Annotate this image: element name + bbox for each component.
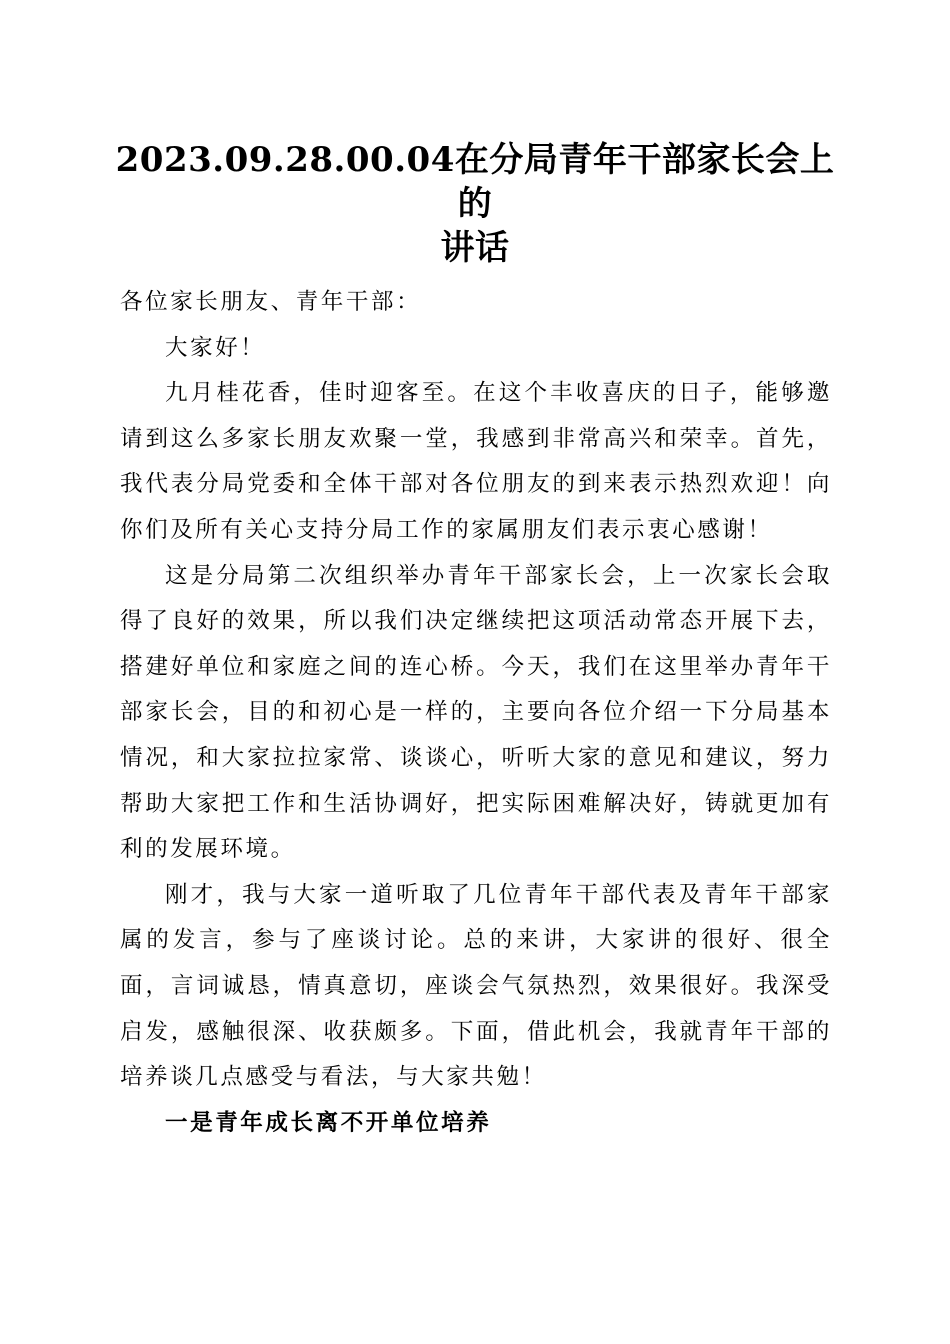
salutation: 各位家长朋友、青年干部： xyxy=(120,289,422,315)
section-heading: 一是青年成长离不开单位培养 xyxy=(165,1109,492,1136)
greeting: 大家好！ xyxy=(165,334,266,361)
title-line-2: 讲话 xyxy=(440,228,510,268)
paragraph-reflection: 刚才，我与大家一道听取了几位青年干部代表及青年干部家属的发言，参与了座谈讨论。总的来讲，大家讲的很好、很全面，言词诚恳，情真意切，座谈会气氛热烈，效果很好。我深受启发，感触很深、收获颇多。下面，借此机会，我就青年干部的培养谈几点感受与看法，与大家共勉！ xyxy=(120,881,832,1091)
title-line-1: 2023.09.28.00.04在分局青年干部家长会上的 xyxy=(115,140,835,224)
document-body xyxy=(120,280,832,1146)
page-title xyxy=(110,138,840,270)
paragraph-welcome: 九月桂花香，佳时迎客至。在这个丰收喜庆的日子，能够邀请到这么多家长朋友欢聚一堂，我感到非常高兴和荣幸。首先，我代表分局党委和全体干部对各位朋友的到来表示热烈欢迎！向你们及所有关心支持分局工作的家属朋友们表示衷心感谢！ xyxy=(120,380,832,543)
paragraph-purpose: 这是分局第二次组织举办青年干部家长会，上一次家长会取得了良好的效果，所以我们决定继续把这项活动常态开展下去，搭建好单位和家庭之间的连心桥。今天，我们在这里举办青年干部家长会，目的和初心是一样的，主要向各位介绍一下分局基本情况，和大家拉拉家常、谈谈心，听听大家的意见和建议，努力帮助大家把工作和生活协调好，把实际困难解决好，铸就更加有利的发展环境。 xyxy=(120,562,832,863)
